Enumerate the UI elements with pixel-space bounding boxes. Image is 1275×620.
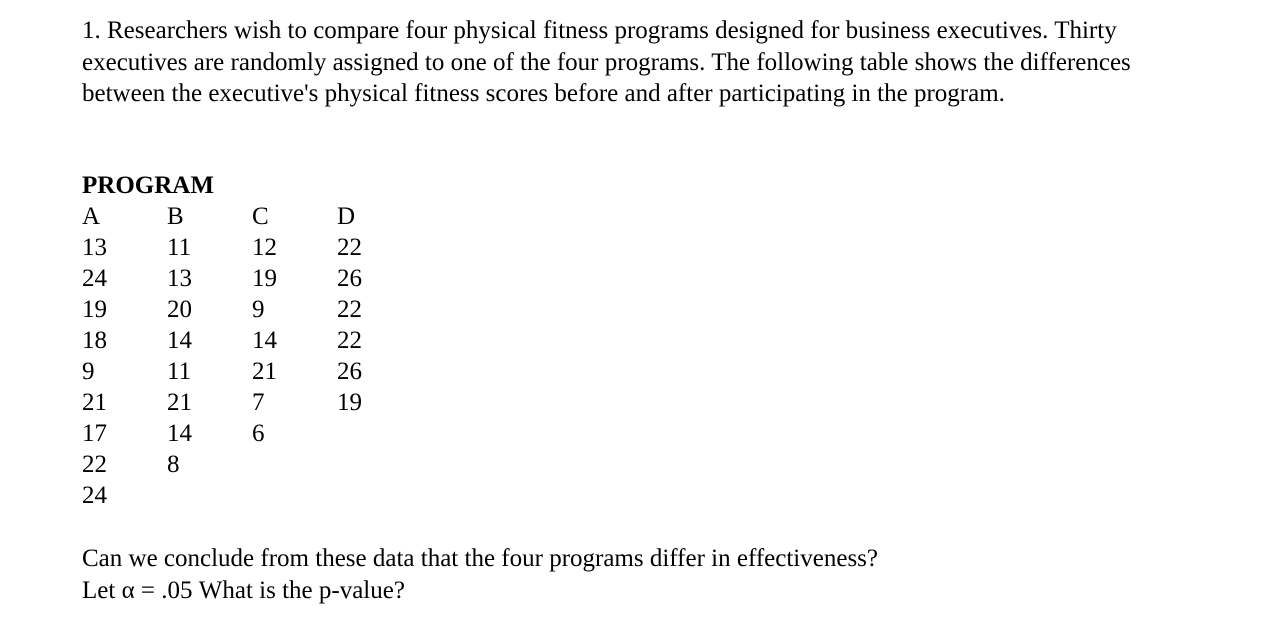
table-cell: 22 (337, 327, 362, 354)
table-cell: 11 (167, 358, 192, 385)
table-cell (337, 480, 397, 511)
table-cell: 11 (167, 234, 192, 261)
table-cell: 19 (82, 296, 107, 323)
table-row (82, 387, 397, 418)
table-row (82, 480, 397, 511)
table-cell: 24 (82, 265, 107, 292)
table-cell: 13 (167, 265, 192, 292)
question-block (82, 543, 878, 606)
table-cell: 8 (167, 451, 180, 478)
table-cell: 26 (337, 265, 362, 292)
table-cell (167, 480, 252, 511)
table-cell (337, 418, 397, 449)
table-cell: 22 (337, 234, 362, 261)
table-cell (337, 449, 397, 480)
table-cell (252, 449, 337, 480)
table-cell: 14 (167, 327, 192, 354)
table-row (82, 294, 397, 325)
table-cell: 19 (252, 265, 277, 292)
column-header-a: A (82, 203, 101, 230)
table-cell: 9 (82, 358, 95, 385)
table-cell: 20 (167, 296, 192, 323)
table-cell: 14 (252, 327, 277, 354)
table-row (82, 418, 397, 449)
table-cell (252, 480, 337, 511)
table-row (82, 263, 397, 294)
table-cell: 13 (82, 234, 107, 261)
table-cell: 9 (252, 296, 265, 323)
alpha-line: Let α = .05 What is the p-value? (82, 576, 405, 604)
table-cell: 22 (82, 451, 107, 478)
table-cell: 6 (252, 420, 265, 447)
table-header-row (82, 201, 397, 232)
column-header-c: C (252, 203, 269, 230)
program-data-table (82, 201, 397, 511)
table-row (82, 449, 397, 480)
table-cell: 18 (82, 327, 107, 354)
table-cell: 14 (167, 420, 192, 447)
table-cell: 26 (337, 358, 362, 385)
table-row (82, 325, 397, 356)
table-cell: 22 (337, 296, 362, 323)
column-header-d: D (337, 203, 356, 230)
problem-statement: 1. Researchers wish to compare four physical fitness programs designed for business executives. Thirty executives are randomly assigned to one of the four programs. The following table shows the differences between the executive's physical fitness scores before and after participating in the program. (82, 17, 1131, 107)
program-heading: PROGRAM (82, 172, 214, 199)
table-cell: 21 (82, 389, 107, 416)
column-header-b: B (167, 203, 184, 230)
table-cell: 17 (82, 420, 107, 447)
table-cell: 21 (252, 358, 277, 385)
table-row (82, 356, 397, 387)
table-cell: 12 (252, 234, 277, 261)
table-cell: 24 (82, 482, 107, 509)
table-cell: 21 (167, 389, 192, 416)
table-row (82, 232, 397, 263)
table-cell: 19 (337, 389, 362, 416)
table-cell: 7 (252, 389, 265, 416)
question-line: Can we conclude from these data that the four programs differ in effectiveness? (82, 545, 878, 572)
